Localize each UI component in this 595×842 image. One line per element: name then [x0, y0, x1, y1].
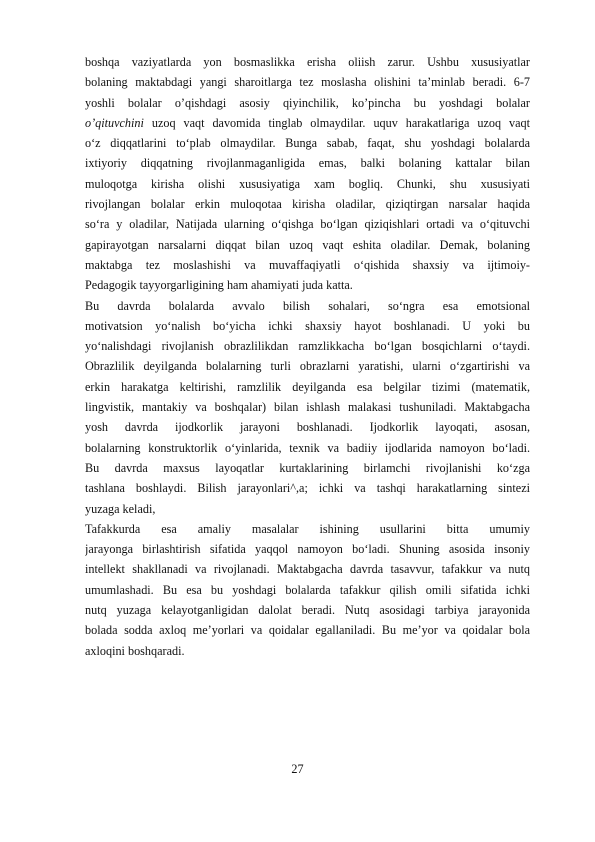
- text-line: yosh davrda ijodkorlik jarayoni boshlanadi. Ijodkorlik layoqati, asosan,: [85, 420, 530, 435]
- document-page: [85, 52, 530, 661]
- text-line: so‘ra y oladilar, Natijada ularning o‘qishga bo‘lgan qiziqishlari ortadi va o‘qituvchi: [85, 217, 530, 232]
- text-line: intellekt shakllanadi va rivojlanadi. Maktabgacha davrda tasavvur, tafakkur va nutq: [85, 562, 530, 577]
- text-line: yoshli bolalar o’qishdagi asosiy qiyinchilik, ko’pincha bu yoshdagi bolalar: [85, 95, 530, 110]
- text-line: yuzaga keladi,: [85, 501, 156, 516]
- text-line: lingvistik, mantakiy va boshqalar) bilan ishlash malakasi tushuniladi. Maktabgacha: [85, 400, 530, 415]
- text-line: bolada sodda axloq me’yorlari va qoidalar egallaniladi. Bu me’yor va qoidalar bola: [85, 623, 530, 638]
- text-line: Bu davrda bolalarda avvalo bilish sohalari, so‘ngra esa emotsional: [85, 298, 530, 313]
- text-line: tashlana boshlaydi. Bilish jarayonlari^,a; ichki va tashqi harakatlarning sintezi: [85, 481, 530, 496]
- text-line: ixtiyoriy diqqatning rivojlanmaganligida emas, balki bolaning kattalar bilan: [85, 156, 530, 171]
- text-line: Bu davrda maxsus layoqatlar kurtaklarining birlamchi rivojlanishi ko‘zga: [85, 460, 530, 475]
- text-line: motivatsion yo‘nalish bo‘yicha ichki shaxsiy hayot boshlanadi. U yoki bu: [85, 318, 530, 333]
- paragraph: [85, 519, 530, 661]
- text-line: yo‘nalishdagi rivojlanish obrazlilikdan ramzlikkacha bo‘lgan bosqichlarni o‘taydi.: [85, 339, 530, 354]
- text-line: rivojlangan bolalar erkin muloqotaa kirisha oladilar, qiziqtirgan narsalar haqida: [85, 197, 530, 212]
- text-line: boshqa vaziyatlarda yon bosmaslikka erisha oliish zarur. Ushbu xususiyatlar: [85, 55, 530, 69]
- text-line: Obrazlilik deyilganda bolalarning turli obrazlarni yaratishi, ularni o‘zgartirishi va: [85, 359, 530, 374]
- text-line: maktabga tez moslashishi va muvaffaqiyatli o‘qishida shaxsiy va ijtimoiy-: [85, 257, 530, 272]
- document-body: [85, 52, 530, 661]
- text-line: nutq yuzaga kelayotganligidan dalolat beradi. Nutq asosidagi tarbiya jarayonida: [85, 603, 530, 618]
- text-line: gapirayotgan narsalarni diqqat bilan uzoq vaqt eshita oladilar. Demak, bolaning: [85, 237, 530, 252]
- text-line: Pedagogik tayyorgarligining ham ahamiyati juda katta.: [85, 278, 353, 293]
- text-line: muloqotga kirisha olishi xususiyatiga xam bogliq. Chunki, shu xususiyati: [85, 176, 530, 191]
- text-line: Tafakkurda esa amaliy masalalar ishining usullarini bitta umumiy: [85, 521, 530, 536]
- text-line: bolaning maktabdagi yangi sharoitlarga tez moslasha olishini ta’minlab beradi. 6-7: [85, 75, 530, 90]
- text-line: o’qituvchini uzoq vaqt davomida tinglab olmaydilar. uquv harakatlariga uzoq vaqt: [85, 115, 530, 130]
- text-line: axloqini boshqaradi.: [85, 643, 185, 658]
- text-line: jarayonga birlashtirish sifatida yaqqol namoyon bo‘ladi. Shuning asosida insoniy: [85, 542, 530, 557]
- text-line: umumlashadi. Bu esa bu yoshdagi bolalarda tafakkur qilish omili sifatida ichki: [85, 582, 530, 597]
- paragraph: [85, 52, 530, 296]
- text-line: o‘z diqqatlarini to‘plab olmaydilar. Bunga sabab, faqat, shu yoshdagi bolalarda: [85, 136, 530, 151]
- italic-word: o’qituvchini: [85, 115, 144, 130]
- paragraph: [85, 296, 530, 519]
- text-line: bolalarning konstruktorlik o‘yinlarida, texnik va badiiy ijodlarida namoyon bo‘ladi.: [85, 440, 530, 455]
- text-line: erkin harakatga keltirishi, ramzlilik deyilganda esa belgilar tizimi (matematik,: [85, 379, 530, 394]
- page-number: 27: [291, 762, 304, 776]
